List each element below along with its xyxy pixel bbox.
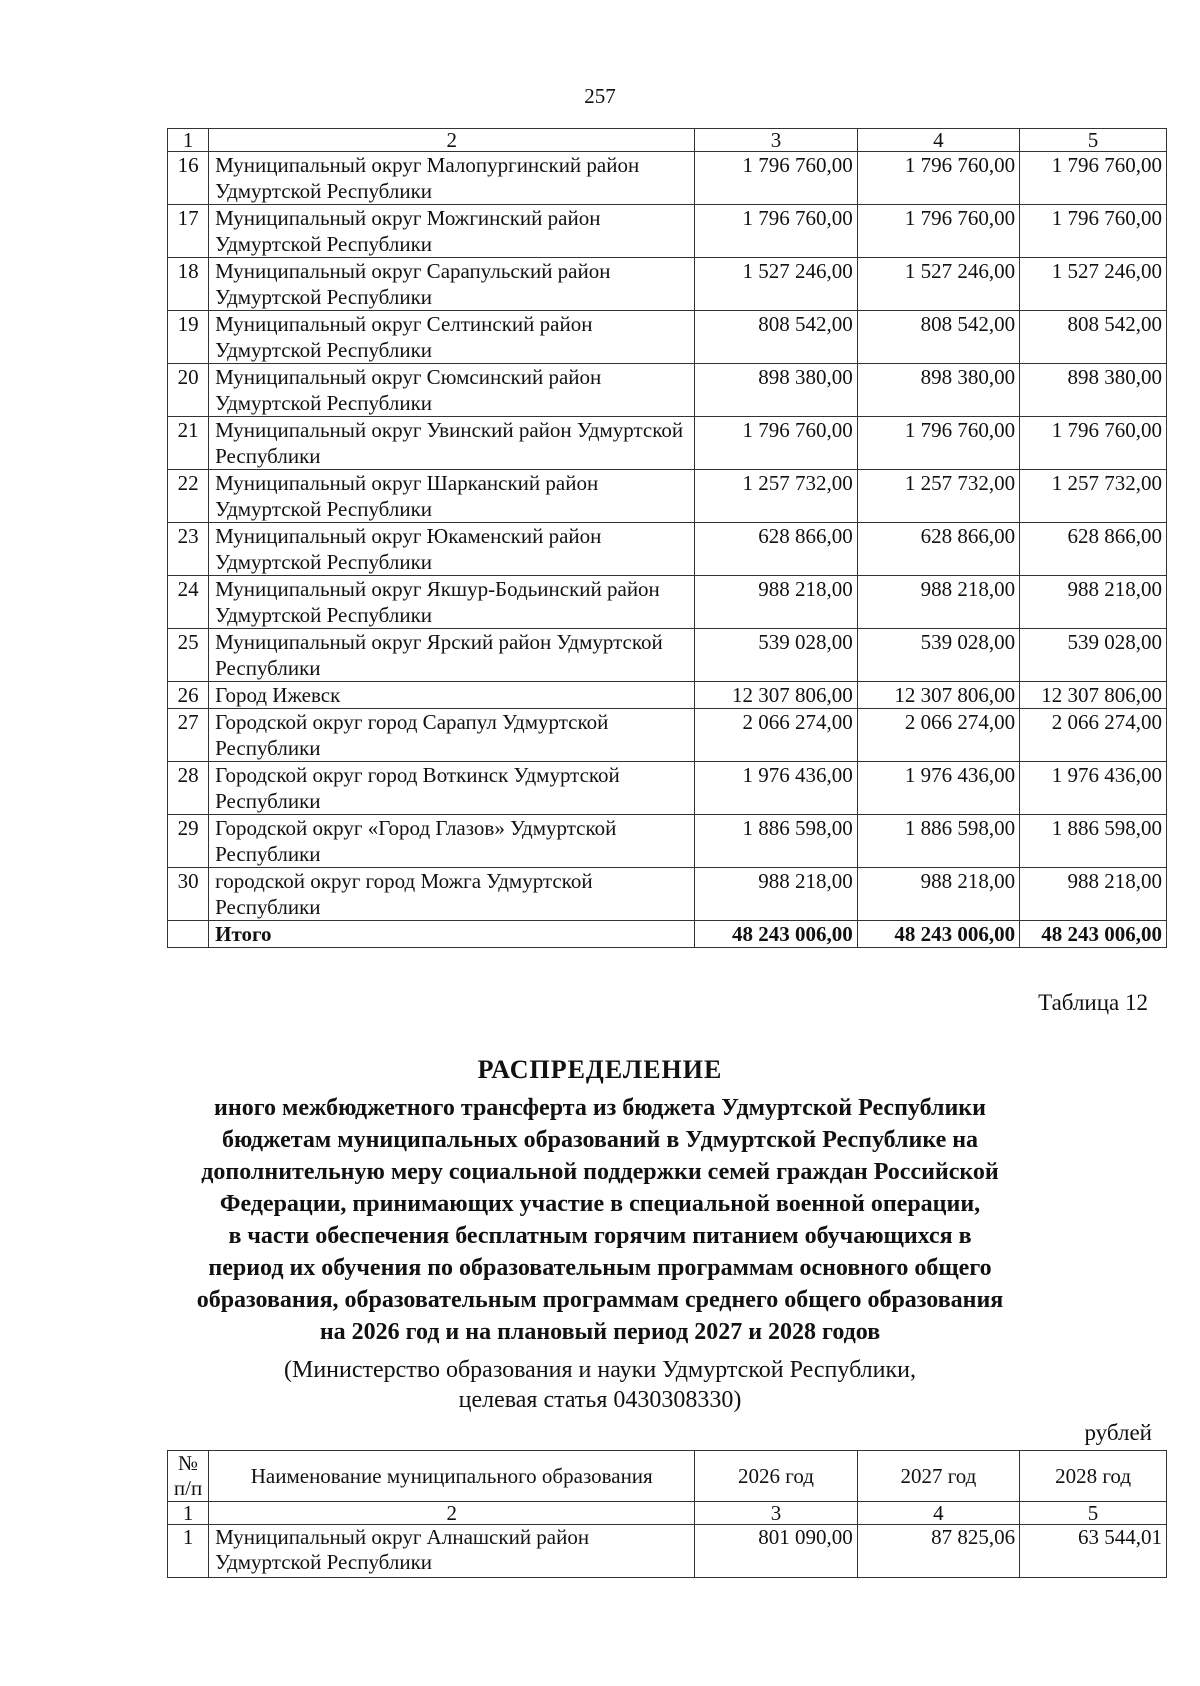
value-2026: 12 307 806,00 bbox=[695, 682, 857, 709]
total-2026: 48 243 006,00 bbox=[695, 921, 857, 948]
column-number: 4 bbox=[857, 1502, 1019, 1525]
total-number-cell bbox=[168, 921, 209, 948]
header-num: № п/п bbox=[168, 1451, 209, 1502]
value-2026: 808 542,00 bbox=[695, 311, 857, 364]
municipality-name: Муниципальный округ Увинский район Удмуртской Республики bbox=[209, 417, 695, 470]
column-number: 3 bbox=[695, 1502, 857, 1525]
value-2028: 1 796 760,00 bbox=[1020, 417, 1167, 470]
table-row bbox=[168, 311, 1167, 364]
municipality-name: Муниципальный округ Шарканский район Удмуртской Республики bbox=[209, 470, 695, 523]
subtitle-line: на 2026 год и на плановый период 2027 и 2028 годов bbox=[319, 1319, 881, 1345]
value-2028: 1 257 732,00 bbox=[1020, 470, 1167, 523]
table2-body bbox=[168, 1451, 1167, 1578]
document-title: РАСПРЕДЕЛЕНИЕ bbox=[477, 1055, 723, 1084]
municipality-name: Город Ижевск bbox=[209, 682, 695, 709]
table-row bbox=[168, 709, 1167, 762]
value-2027: 12 307 806,00 bbox=[857, 682, 1019, 709]
column-number: 4 bbox=[857, 129, 1019, 152]
municipality-name: Городской округ город Сарапул Удмуртской Республики bbox=[209, 709, 695, 762]
value-2027: 898 380,00 bbox=[857, 364, 1019, 417]
table-row bbox=[168, 868, 1167, 921]
value-2026: 1 796 760,00 bbox=[695, 417, 857, 470]
row-number: 17 bbox=[168, 205, 209, 258]
value-2028: 898 380,00 bbox=[1020, 364, 1167, 417]
value-2027: 1 527 246,00 bbox=[857, 258, 1019, 311]
value-2027: 988 218,00 bbox=[857, 576, 1019, 629]
ministry-line: целевая статья 0430308330) bbox=[458, 1387, 742, 1413]
table-row bbox=[168, 523, 1167, 576]
value-2028: 12 307 806,00 bbox=[1020, 682, 1167, 709]
row-number: 23 bbox=[168, 523, 209, 576]
value-2027: 1 976 436,00 bbox=[857, 762, 1019, 815]
header-row bbox=[168, 1451, 1167, 1502]
value-2028: 539 028,00 bbox=[1020, 629, 1167, 682]
table-row bbox=[168, 815, 1167, 868]
column-number: 5 bbox=[1020, 129, 1167, 152]
value-2027: 2 066 274,00 bbox=[857, 709, 1019, 762]
column-number: 2 bbox=[209, 1502, 695, 1525]
table-label: Таблица 12 bbox=[1038, 990, 1148, 1015]
value-2028: 1 976 436,00 bbox=[1020, 762, 1167, 815]
header-name: Наименование муниципального образования bbox=[209, 1451, 695, 1502]
value-2027: 87 825,06 bbox=[857, 1525, 1019, 1578]
municipality-name: Городской округ «Город Глазов» Удмуртской Республики bbox=[209, 815, 695, 868]
row-number: 1 bbox=[168, 1525, 209, 1578]
value-2028: 988 218,00 bbox=[1020, 576, 1167, 629]
municipality-name: Муниципальный округ Якшур-Бодьинский район Удмуртской Республики bbox=[209, 576, 695, 629]
value-2028: 1 886 598,00 bbox=[1020, 815, 1167, 868]
value-2028: 1 796 760,00 bbox=[1020, 152, 1167, 205]
value-2027: 1 257 732,00 bbox=[857, 470, 1019, 523]
table-row bbox=[168, 682, 1167, 709]
total-row bbox=[168, 921, 1167, 948]
column-number: 1 bbox=[168, 1502, 209, 1525]
municipality-name: Муниципальный округ Малопургинский район Удмуртской Республики bbox=[209, 152, 695, 205]
municipality-name: Муниципальный округ Сюмсинский район Удмуртской Республики bbox=[209, 364, 695, 417]
value-2026: 2 066 274,00 bbox=[695, 709, 857, 762]
table-row bbox=[168, 629, 1167, 682]
total-2027: 48 243 006,00 bbox=[857, 921, 1019, 948]
value-2027: 1 796 760,00 bbox=[857, 417, 1019, 470]
subtitle-line: образования, образовательным программам среднего общего образования bbox=[196, 1287, 1004, 1313]
subtitle-line: период их обучения по образовательным программам основного общего bbox=[208, 1255, 992, 1281]
subtitle-line: иного межбюджетного трансферта из бюджета Удмуртской Республики bbox=[214, 1095, 986, 1121]
municipality-name: городской округ город Можга Удмуртской Республики bbox=[209, 868, 695, 921]
municipality-name: Муниципальный округ Ярский район Удмуртской Республики bbox=[209, 629, 695, 682]
row-number: 21 bbox=[168, 417, 209, 470]
document-subtitle bbox=[150, 1092, 1050, 1348]
table-row bbox=[168, 1525, 1167, 1578]
value-2028: 628 866,00 bbox=[1020, 523, 1167, 576]
page-number: 257 bbox=[584, 84, 616, 108]
value-2026: 1 886 598,00 bbox=[695, 815, 857, 868]
value-2027: 539 028,00 bbox=[857, 629, 1019, 682]
table-row bbox=[168, 258, 1167, 311]
value-2026: 1 257 732,00 bbox=[695, 470, 857, 523]
subtitle-line: Федерации, принимающих участие в специальной военной операции, bbox=[219, 1191, 981, 1217]
value-2026: 1 796 760,00 bbox=[695, 205, 857, 258]
value-2027: 1 796 760,00 bbox=[857, 152, 1019, 205]
table-row bbox=[168, 576, 1167, 629]
column-number-row bbox=[168, 129, 1167, 152]
value-2028: 988 218,00 bbox=[1020, 868, 1167, 921]
ministry-line: (Министерство образования и науки Удмуртской Республики, bbox=[283, 1357, 916, 1383]
value-2027: 1 796 760,00 bbox=[857, 205, 1019, 258]
header-2027: 2027 год bbox=[857, 1451, 1019, 1502]
value-2026: 628 866,00 bbox=[695, 523, 857, 576]
row-number: 28 bbox=[168, 762, 209, 815]
value-2027: 988 218,00 bbox=[857, 868, 1019, 921]
row-number: 29 bbox=[168, 815, 209, 868]
table1-body bbox=[168, 129, 1167, 948]
distribution-table bbox=[167, 1450, 1167, 1578]
table-row bbox=[168, 470, 1167, 523]
table-row bbox=[168, 364, 1167, 417]
value-2028: 1 527 246,00 bbox=[1020, 258, 1167, 311]
value-2026: 898 380,00 bbox=[695, 364, 857, 417]
subtitle-line: бюджетам муниципальных образований в Удмуртской Республике на bbox=[221, 1127, 979, 1153]
value-2027: 628 866,00 bbox=[857, 523, 1019, 576]
municipality-name: Городской округ город Воткинск Удмуртской Республики bbox=[209, 762, 695, 815]
row-number: 24 bbox=[168, 576, 209, 629]
municipality-name: Муниципальный округ Можгинский район Удмуртской Республики bbox=[209, 205, 695, 258]
subtitle-line: дополнительную меру социальной поддержки семей граждан Российской bbox=[201, 1159, 999, 1185]
row-number: 16 bbox=[168, 152, 209, 205]
column-number: 2 bbox=[209, 129, 695, 152]
row-number: 26 bbox=[168, 682, 209, 709]
municipality-name: Муниципальный округ Юкаменский район Удмуртской Республики bbox=[209, 523, 695, 576]
municipality-name: Муниципальный округ Сарапульский район Удмуртской Республики bbox=[209, 258, 695, 311]
row-number: 30 bbox=[168, 868, 209, 921]
value-2026: 988 218,00 bbox=[695, 868, 857, 921]
column-number: 3 bbox=[695, 129, 857, 152]
value-2027: 1 886 598,00 bbox=[857, 815, 1019, 868]
row-number: 25 bbox=[168, 629, 209, 682]
row-number: 18 bbox=[168, 258, 209, 311]
column-number: 1 bbox=[168, 129, 209, 152]
column-number: 5 bbox=[1020, 1502, 1167, 1525]
table-row bbox=[168, 417, 1167, 470]
column-number-row bbox=[168, 1502, 1167, 1525]
value-2026: 539 028,00 bbox=[695, 629, 857, 682]
header-2026: 2026 год bbox=[695, 1451, 857, 1502]
table-row bbox=[168, 762, 1167, 815]
value-2026: 1 796 760,00 bbox=[695, 152, 857, 205]
value-2026: 1 527 246,00 bbox=[695, 258, 857, 311]
value-2028: 63 544,01 bbox=[1020, 1525, 1167, 1578]
municipality-name: Муниципальный округ Алнашский район Удмуртской Республики bbox=[209, 1525, 695, 1578]
value-2027: 808 542,00 bbox=[857, 311, 1019, 364]
row-number: 20 bbox=[168, 364, 209, 417]
table-row bbox=[168, 205, 1167, 258]
value-2028: 1 796 760,00 bbox=[1020, 205, 1167, 258]
subtitle-line: в части обеспечения бесплатным горячим питанием обучающихся в bbox=[228, 1223, 972, 1249]
row-number: 19 bbox=[168, 311, 209, 364]
table-row bbox=[168, 152, 1167, 205]
value-2028: 808 542,00 bbox=[1020, 311, 1167, 364]
value-2026: 801 090,00 bbox=[695, 1525, 857, 1578]
value-2026: 1 976 436,00 bbox=[695, 762, 857, 815]
units-label: рублей bbox=[1084, 1420, 1152, 1445]
municipality-name: Муниципальный округ Селтинский район Удмуртской Республики bbox=[209, 311, 695, 364]
row-number: 27 bbox=[168, 709, 209, 762]
row-number: 22 bbox=[168, 470, 209, 523]
value-2026: 988 218,00 bbox=[695, 576, 857, 629]
distribution-table-continued bbox=[167, 128, 1167, 948]
total-2028: 48 243 006,00 bbox=[1020, 921, 1167, 948]
value-2028: 2 066 274,00 bbox=[1020, 709, 1167, 762]
ministry-note bbox=[150, 1355, 1050, 1415]
header-2028: 2028 год bbox=[1020, 1451, 1167, 1502]
total-label: Итого bbox=[209, 921, 695, 948]
